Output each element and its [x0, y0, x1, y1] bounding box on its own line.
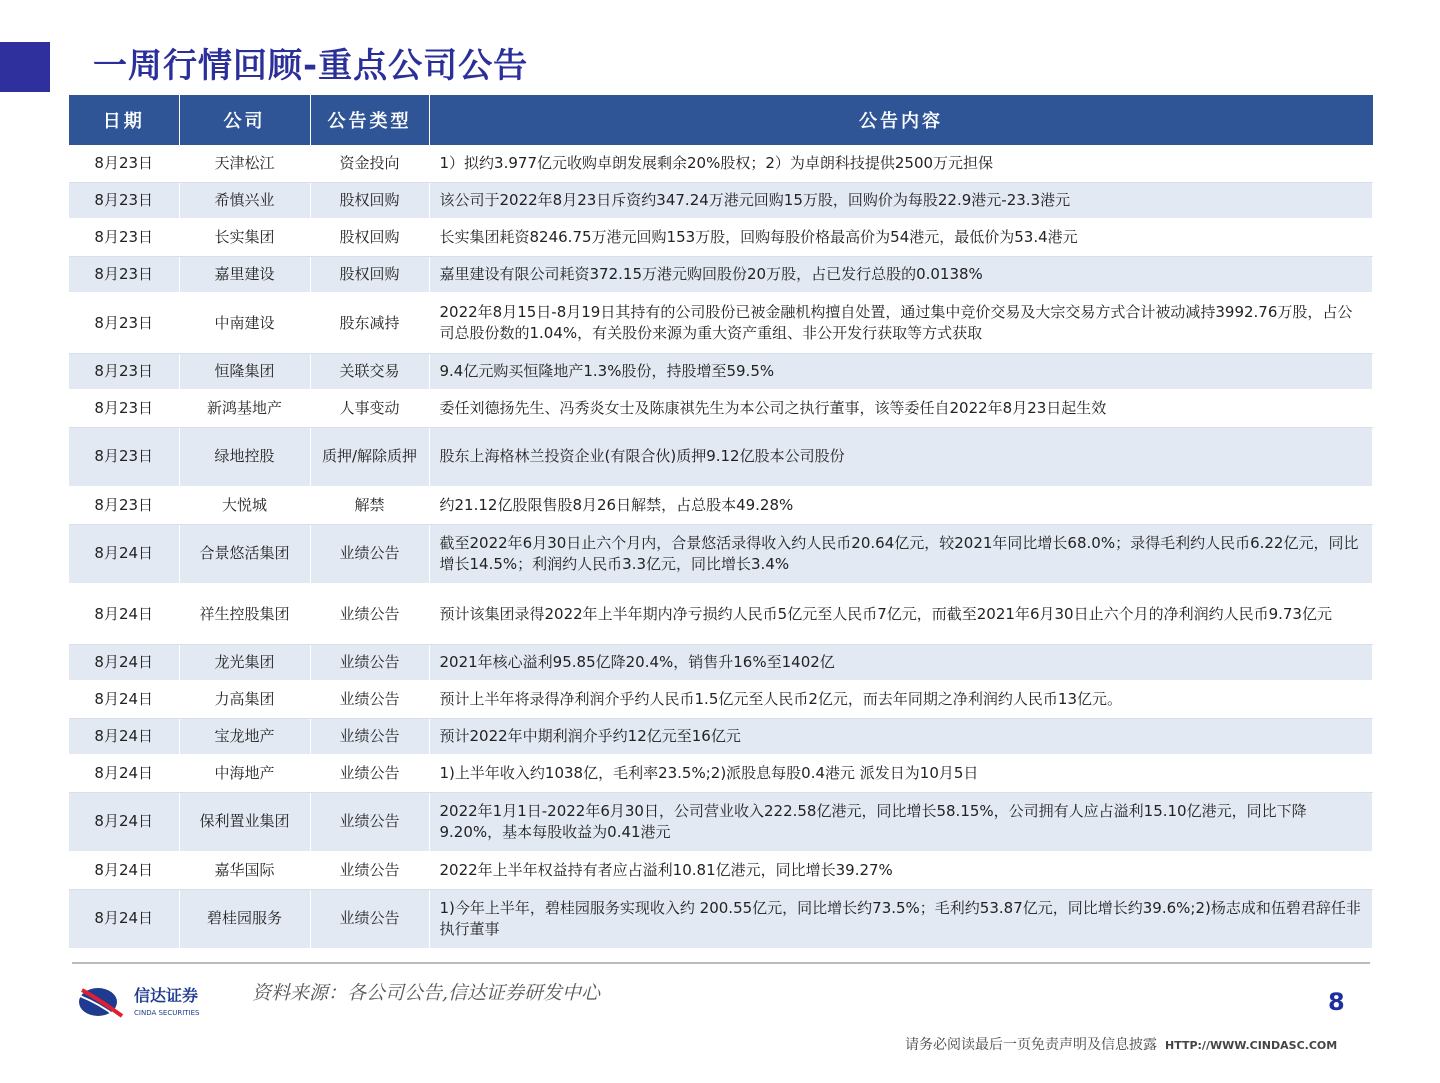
row-type: 股权回购 — [310, 219, 429, 256]
row-content: 2022年8月15日-8月19日其持有的公司股份已被金融机构擅自处置，通过集中竞价交易及大宗交易方式合计被动减持3992.76万股，占公司总股份数的1.04%，有关股份来源为重大资产重组、非公开发行获取等方式获取 — [429, 293, 1373, 353]
row-company: 绿地控股 — [179, 427, 310, 487]
row-date: 8月23日 — [69, 182, 179, 219]
row-type: 业绩公告 — [310, 718, 429, 755]
table-row — [69, 427, 1373, 487]
row-content: 该公司于2022年8月23日斥资约347.24万港元回购15万股，回购价为每股22.9港元-23.3港元 — [429, 182, 1373, 219]
row-type: 关联交易 — [310, 353, 429, 390]
row-company: 新鸿基地产 — [179, 390, 310, 427]
table-header — [69, 95, 1373, 145]
disclaimer-text: 请务必阅读最后一页免责声明及信息披露 — [905, 1037, 1157, 1053]
header-date: 日期 — [69, 95, 179, 145]
row-company: 合景悠活集团 — [179, 524, 310, 584]
page-title: 一周行情回顾-重点公司公告 — [93, 46, 529, 86]
row-company: 龙光集团 — [179, 644, 310, 681]
table-row — [69, 681, 1373, 718]
row-date: 8月24日 — [69, 755, 179, 792]
row-content: 2022年上半年权益持有者应占溢利10.81亿港元，同比增长39.27% — [429, 852, 1373, 889]
row-type: 业绩公告 — [310, 584, 429, 644]
announcements-table — [69, 95, 1373, 950]
row-type: 业绩公告 — [310, 792, 429, 852]
row-date: 8月24日 — [69, 681, 179, 718]
disclaimer — [905, 1036, 1337, 1055]
row-content: 1）拟约3.977亿元收购卓朗发展剩余20%股权；2）为卓朗科技提供2500万元担保 — [429, 145, 1373, 182]
row-date: 8月23日 — [69, 219, 179, 256]
row-company: 力高集团 — [179, 681, 310, 718]
row-type: 股权回购 — [310, 256, 429, 293]
row-date: 8月23日 — [69, 293, 179, 353]
row-content: 截至2022年6月30日止六个月内，合景悠活录得收入约人民币20.64亿元，较2021年同比增长68.0%；录得毛利约人民币6.22亿元，同比增长14.5%；利润约人民币3.3亿元，同比增长3.4% — [429, 524, 1373, 584]
row-type: 股东减持 — [310, 293, 429, 353]
row-type: 人事变动 — [310, 390, 429, 427]
row-date: 8月24日 — [69, 584, 179, 644]
row-date: 8月24日 — [69, 524, 179, 584]
row-content: 2022年1月1日-2022年6月30日，公司营业收入222.58亿港元，同比增长58.15%，公司拥有人应占溢利15.10亿港元，同比下降9.20%，基本每股收益为0.41港元 — [429, 792, 1373, 852]
row-type: 业绩公告 — [310, 524, 429, 584]
table-row — [69, 145, 1373, 182]
row-company: 中海地产 — [179, 755, 310, 792]
row-company: 碧桂园服务 — [179, 889, 310, 949]
title-accent-block — [0, 42, 50, 92]
cinda-logo-icon — [78, 986, 128, 1018]
table-row — [69, 718, 1373, 755]
row-date: 8月24日 — [69, 889, 179, 949]
table-row — [69, 293, 1373, 353]
row-content: 1)上半年收入约1038亿，毛利率23.5%;2)派股息每股0.4港元 派发日为10月5日 — [429, 755, 1373, 792]
row-date: 8月23日 — [69, 256, 179, 293]
row-content: 嘉里建设有限公司耗资372.15万港元购回股份20万股，占已发行总股的0.0138% — [429, 256, 1373, 293]
row-date: 8月24日 — [69, 718, 179, 755]
table-row — [69, 755, 1373, 792]
row-company: 中南建设 — [179, 293, 310, 353]
row-content: 股东上海格林兰投资企业(有限合伙)质押9.12亿股本公司股份 — [429, 427, 1373, 487]
row-date: 8月23日 — [69, 427, 179, 487]
logo-text-en: CINDA SECURITIES — [134, 1009, 200, 1017]
table-row — [69, 219, 1373, 256]
row-company: 长实集团 — [179, 219, 310, 256]
row-company: 希慎兴业 — [179, 182, 310, 219]
row-content: 约21.12亿股限售股8月26日解禁，占总股本49.28% — [429, 487, 1373, 524]
row-type: 质押/解除质押 — [310, 427, 429, 487]
row-company: 宝龙地产 — [179, 718, 310, 755]
row-content: 1)今年上半年，碧桂园服务实现收入约 200.55亿元，同比增长约73.5%；毛利约53.87亿元，同比增长约39.6%;2)杨志成和伍碧君辞任非执行董事 — [429, 889, 1373, 949]
table-row — [69, 487, 1373, 524]
footer-divider — [72, 962, 1370, 964]
row-date: 8月24日 — [69, 852, 179, 889]
row-company: 大悦城 — [179, 487, 310, 524]
source-note: 资料来源：各公司公告,信达证券研发中心 — [252, 982, 601, 1004]
row-company: 恒隆集团 — [179, 353, 310, 390]
website-link[interactable]: HTTP://WWW.CINDASC.COM — [1165, 1039, 1338, 1052]
row-type: 股权回购 — [310, 182, 429, 219]
table-row — [69, 644, 1373, 681]
row-type: 资金投向 — [310, 145, 429, 182]
row-date: 8月23日 — [69, 487, 179, 524]
header-content: 公告内容 — [429, 95, 1373, 145]
header-type: 公告类型 — [310, 95, 429, 145]
row-date: 8月23日 — [69, 353, 179, 390]
row-company: 祥生控股集团 — [179, 584, 310, 644]
table-row — [69, 390, 1373, 427]
row-content: 长实集团耗资8246.75万港元回购153万股，回购每股价格最高价为54港元，最低价为53.4港元 — [429, 219, 1373, 256]
table-row — [69, 889, 1373, 949]
row-content: 9.4亿元购买恒隆地产1.3%股份，持股增至59.5% — [429, 353, 1373, 390]
row-date: 8月24日 — [69, 792, 179, 852]
row-content: 预计上半年将录得净利润介乎约人民币1.5亿元至人民币2亿元，而去年同期之净利润约人民币13亿元。 — [429, 681, 1373, 718]
row-content: 2021年核心溢利95.85亿降20.4%，销售升16%至1402亿 — [429, 644, 1373, 681]
header-company: 公司 — [179, 95, 310, 145]
table-row — [69, 584, 1373, 644]
row-content: 预计该集团录得2022年上半年期内净亏损约人民币5亿元至人民币7亿元，而截至2021年6月30日止六个月的净利润约人民币9.73亿元 — [429, 584, 1373, 644]
row-content: 预计2022年中期利润介乎约12亿元至16亿元 — [429, 718, 1373, 755]
row-date: 8月23日 — [69, 145, 179, 182]
table-row — [69, 353, 1373, 390]
logo-text-cn: 信达证券 — [134, 986, 199, 1005]
row-type: 业绩公告 — [310, 681, 429, 718]
row-type: 业绩公告 — [310, 644, 429, 681]
row-company: 天津松江 — [179, 145, 310, 182]
row-type: 业绩公告 — [310, 852, 429, 889]
row-date: 8月23日 — [69, 390, 179, 427]
row-content: 委任刘德扬先生、冯秀炎女士及陈康祺先生为本公司之执行董事，该等委任自2022年8月23日起生效 — [429, 390, 1373, 427]
row-company: 保利置业集团 — [179, 792, 310, 852]
row-type: 解禁 — [310, 487, 429, 524]
row-company: 嘉华国际 — [179, 852, 310, 889]
table-row — [69, 182, 1373, 219]
row-type: 业绩公告 — [310, 889, 429, 949]
row-date: 8月24日 — [69, 644, 179, 681]
row-type: 业绩公告 — [310, 755, 429, 792]
table-row — [69, 524, 1373, 584]
table-row — [69, 852, 1373, 889]
table-row — [69, 256, 1373, 293]
cinda-logo — [78, 986, 228, 1020]
page-number: 8 — [1328, 988, 1345, 1016]
table-row — [69, 792, 1373, 852]
row-company: 嘉里建设 — [179, 256, 310, 293]
